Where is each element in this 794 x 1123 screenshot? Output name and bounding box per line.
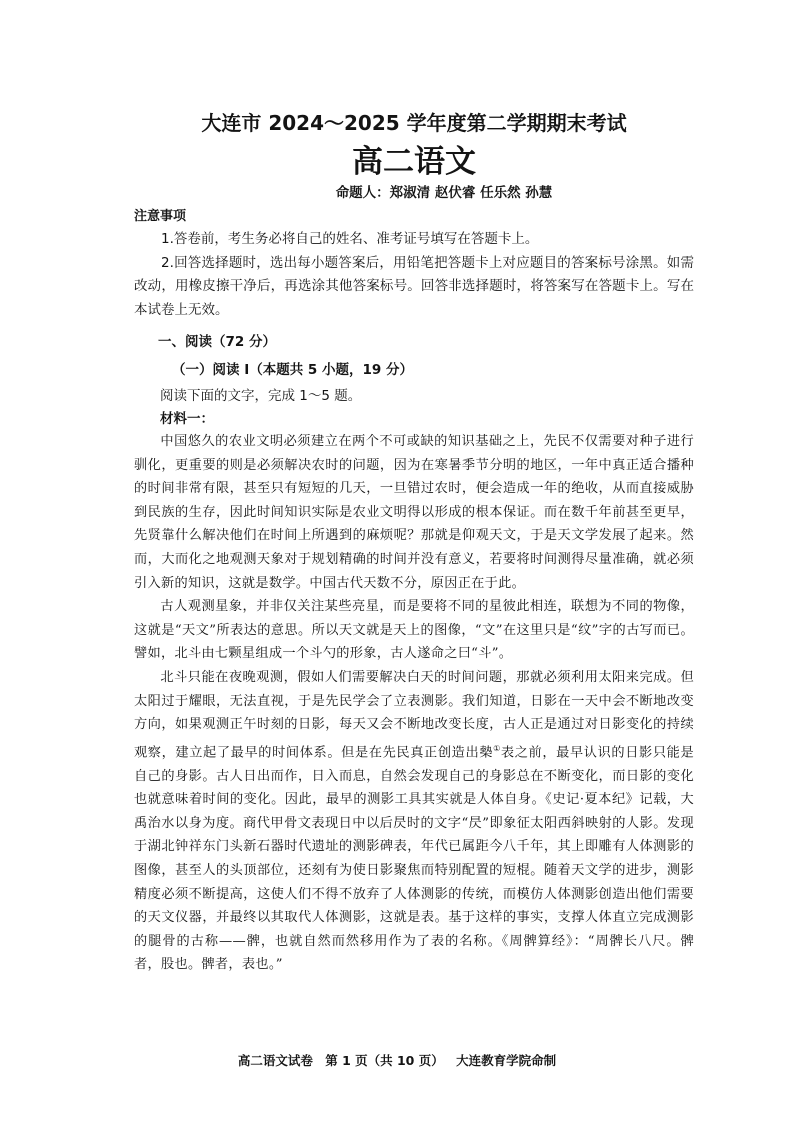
footnote-marker: ① — [493, 743, 501, 753]
reading-instruction: 阅读下面的文字，完成 1～5 题。 — [160, 388, 362, 404]
subsection-heading: （一）阅读 I（本题共 5 小题，19 分） — [172, 362, 414, 378]
footer-page-number: 第 1 页（共 10 页） — [325, 1053, 444, 1068]
paragraph-text: 北斗只能在夜晚观测，假如人们需要解决白天的时间问题，那就必须利用太阳来完成。但太阳过于耀眼，无法直视，于是先民学会了立表测影。我们知道，日影在一天中会不断地改变方向，如果观测正午时刻的日影，每天又会不断地改变长度，古人正是通过对日影变化的持续观察，建立起了最早的时间体系。但是在先民真正创造出槷 — [134, 669, 694, 761]
body-paragraph: 古人观测星象，并非仅关注某些亮星，而是要将不同的星彼此相连，联想为不同的物像，这就是“天文”所表达的意思。所以天文就是天上的图像，“文”在这里只是“纹”字的古写而已。譬如，北斗由七颗星组成一个斗勺的形象，古人遂命之曰“斗”。 — [134, 599, 694, 662]
page-footer — [0, 1052, 794, 1070]
exam-authors: 命题人：郑淑清 赵伏睿 任乐然 孙慧 — [335, 185, 553, 201]
section-heading: 一、阅读（72 分） — [158, 334, 276, 350]
subject-title: 高二语文 — [352, 144, 476, 180]
notice-heading: 注意事项 — [134, 209, 187, 224]
paragraph-text: 表之前，最早认识的日影只能是自己的身影。古人日出而作，日入而息，自然会发现自己的身影总在不断变化，而日影的变化也就意味着时间的变化。因此，最早的测影工具其实就是人体自身。《史记·夏本纪》记载，大禹治水以身为度。商代甲骨文表现日中以后昃时的文字“昃”即象征太阳西斜映射的人影。发现于湖北钟祥东门头新石器时代遗址的测影碑表，年代已属距今八千年，其上即雕有人体测影的图像，甚至人的头顶部位，还刻有为使日影聚焦而特别配置的短棍。随着天文学的进步，测影精度必须不断提高，这使人们不得不放弃了人体测影的传统，而模仿人体测影创造出他们需要的天文仪器，并最终以其取代人体测影，这就是表。基于这样的事实，支撑人体直立完成测影的腿骨的古称——髀，也就自然而然移用作为了表的名称。《周髀算经》：“周髀长八尺。髀者，股也。髀者，表也。” — [134, 745, 694, 973]
body-paragraph — [134, 666, 694, 977]
material-label: 材料一： — [160, 411, 214, 427]
notice-item: 2.回答选择题时，选出每小题答案后，用铅笔把答题卡上对应题目的答案标号涂黑。如需改动，用橡皮擦干净后，再选涂其他答案标号。回答非选择题时，将答案写在答题卡上。写在本试卷上无效。 — [134, 254, 694, 318]
body-paragraph: 中国悠久的农业文明必须建立在两个不可或缺的知识基础之上，先民不仅需要对种子进行驯化，更重要的则是必须解决农时的问题，因为在寒暑季节分明的地区，一年中真正适合播种的时间非常有限，甚至只有短短的几天，一旦错过农时，便会造成一年的绝收，从而直接威胁到民族的生存，因此时间知识实际是农业文明得以形成的根本保证。而在数千年前甚至更早，先贤靠什么解决他们在时间上所遇到的麻烦呢？那就是仰观天文，于是天文学发展了起来。然而，大而化之地观测天象对于规划精确的时间并没有意义，若要将时间测得尽量准确，就必须引入新的知识，这就是数学。中国古代天数不分，原因正在于此。 — [134, 434, 694, 591]
footer-publisher: 大连教育学院命制 — [456, 1053, 557, 1068]
footer-paper-name: 高二语文试卷 — [237, 1053, 313, 1068]
notice-item: 1.答卷前，考生务必将自己的姓名、准考证号填写在答题卡上。 — [161, 231, 539, 247]
exam-page — [134, 108, 694, 977]
exam-title: 大连市 2024～2025 学年度第二学期期末考试 — [201, 111, 627, 135]
